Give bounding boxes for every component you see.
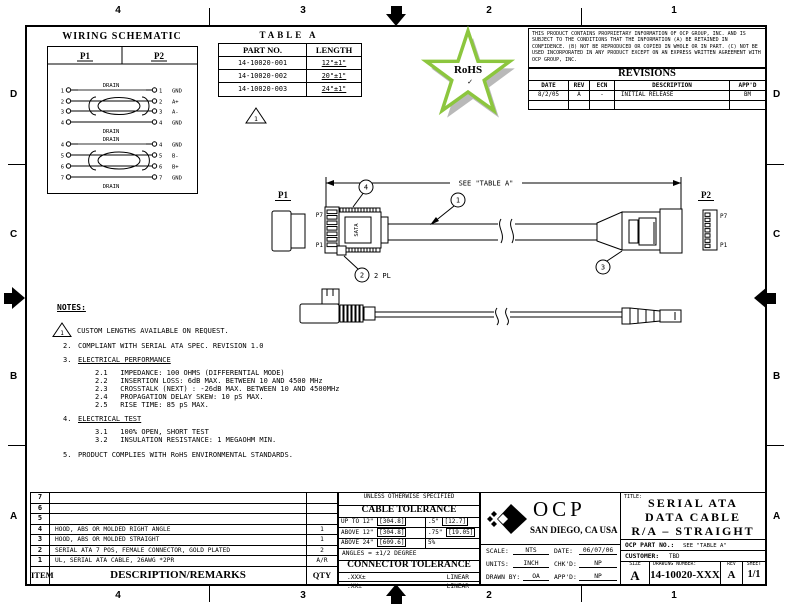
p1-connector-label: P1 [278,190,288,200]
parts-description: SERIAL ATA 7 POS, FEMALE CONNECTOR, GOLD PLATED [50,546,307,556]
parts-item-number: 6 [31,504,50,514]
note-3-sub-3: 2.3 CROSSTALK (NEXT) : -26dB MAX. BETWEEN 10 AND 4500MHz [95,385,340,393]
dimension-label: SEE "TABLE A" [458,179,514,188]
chkd-label: CHK'D: [554,561,577,568]
sata-marking: SATA [354,223,360,237]
svg-text:4: 4 [60,142,64,149]
cable-tol-value: .5" [12.7] [428,518,467,525]
units-label: UNITS: [486,561,509,568]
table-a-part: 14-10020-001 [219,57,307,69]
note-2-number: 2. [63,342,72,350]
cable-tol-range: ABOVE 12" [304.8] [339,528,426,538]
connector-tol-row: .XXX± LINEAR [339,573,479,582]
table-a-length: 24"±1" [321,85,347,93]
unless-otherwise-specified: UNLESS OTHERWISE SPECIFIED [339,493,479,506]
two-places-note: 2 PL [374,272,391,280]
note-3-number: 3. [63,356,72,364]
drawing-title-cell [621,493,765,540]
parts-list [30,492,338,586]
tick [8,445,25,446]
drawn-by-label: DRAWN BY: [486,574,521,581]
zone-right-C: C [773,229,781,240]
zone-top-1: 1 [671,5,677,16]
svg-text:DRAIN: DRAIN [102,184,120,190]
center-mark-bottom [391,596,402,604]
revision-date: 8/2/05 [529,91,569,100]
proprietary-note: THIS PRODUCT CONTAINS PROPRIETARY INFORMATION OF OCP GROUP, INC. AND IS SUBJECT TO THE CONDITIONS THAT THE INFORMATION (A) BE RETAINED IN CONFIDENCE. (B) NOT BE REPRODUCED OR COPIED IN WHOLE OR IN PART. (C) NOT BE USED INCORPORATED IN ANY PRODUCT EXCEPT ON AN EXPRESS WRITTEN AGREEMENT WITH OCP GROUP, INC. [528,28,766,68]
parts-item-number: 3 [31,535,50,545]
svg-text:3: 3 [600,263,606,272]
svg-text:GND: GND [172,175,182,182]
tick [581,8,582,25]
angles-tolerance: ANGLES = ±1/2 DEGREE [339,549,479,561]
parts-qty: A/R [316,557,328,564]
appd-label: APP'D: [554,574,577,581]
parts-qty: 1 [320,525,324,533]
zone-right-D: D [773,89,781,100]
note-4-heading: ELECTRICAL TEST [78,415,142,423]
parts-description: HOOD, ABS OR MOLDED STRAIGHT [50,535,307,545]
revision-rev: A [569,91,590,100]
balloon-3 [596,251,622,274]
svg-text:GND: GND [172,120,182,127]
p7-pin-label: P7 [720,213,728,220]
zone-right-B: B [773,371,781,382]
parts-qty: 2 [320,546,324,554]
cable-tol-range: ABOVE 24" [609.6] [339,539,426,549]
zone-left-C: C [10,229,18,240]
svg-text:6: 6 [159,164,163,171]
parts-item-number: 7 [31,493,50,503]
zone-left-D: D [10,89,18,100]
svg-text:4: 4 [159,120,163,127]
tick [209,8,210,25]
wiring-schematic-drawing [47,46,198,194]
svg-text:DRAIN: DRAIN [102,129,120,135]
svg-text:GND: GND [172,88,182,95]
rev-label: REV [727,562,736,567]
table-a-part: 14-10020-003 [219,83,307,96]
company-name: OCP [533,497,586,521]
note-4-sub-2: 3.2 INSULATION RESISTANCE: 1 MEGAOHM MIN. [95,436,277,444]
svg-text:B-: B- [172,153,179,160]
title-block [480,492,767,586]
note-4-number: 4. [63,415,72,423]
note-1-text: CUSTOM LENGTHS AVAILABLE ON REQUEST. [77,327,229,335]
title-label: TITLE: [624,494,643,500]
date-value: 06/07/06 [579,548,617,555]
svg-text:A-: A- [172,109,179,116]
revision-appd: BM [744,92,751,98]
note-3-sub-2: 2.2 INSERTION LOSS: 6dB MAX. BETWEEN 10 AND 4500 MHz [95,377,323,385]
customer-row [621,551,765,562]
table-a-col-length: LENGTH [315,45,353,55]
rev-value: A [727,569,736,581]
balloon-4 [353,180,373,207]
zone-bottom-2: 2 [486,590,492,601]
svg-text:1: 1 [159,88,163,95]
zone-bottom-4: 4 [115,590,121,601]
svg-text:4: 4 [159,142,163,149]
parts-item-number: 4 [31,525,50,535]
size-value: A [630,568,640,583]
center-arrow-left [12,287,25,309]
table-a [218,43,362,97]
p1-connector-side-view [272,211,305,251]
part-number-row [621,540,765,551]
revisions-block [528,68,766,110]
scale-value: NTS [513,548,549,555]
note-3-sub-5: 2.5 RISE TIME: 85 pS MAX. [95,401,209,409]
center-mark-right [767,293,776,304]
svg-text:6: 6 [60,164,64,171]
note-5-text: PRODUCT COMPLIES WITH RoHS ENVIRONMENTAL STANDARDS. [78,451,293,459]
p2-connector-front-view [703,210,717,250]
cable-tolerance-title: CABLE TOLERANCE [339,506,479,518]
schematic-pair-group-1 [61,83,182,135]
zone-bottom-1: 1 [671,590,677,601]
svg-text:3: 3 [60,109,64,116]
parts-description: UL, SERIAL ATA CABLE, 26AWG *2PR [50,556,307,566]
drawing-number-label: DRAWING NUMBER: [653,562,697,567]
number-row [621,562,765,585]
svg-text:1: 1 [455,196,461,205]
drawing-number-value: 14-10020-XXX [650,569,720,581]
parts-item-number: 2 [31,546,50,556]
revisions-col-desc: DESCRIPTION [615,81,730,90]
zone-right-A: A [773,511,781,522]
cable-tol-value: .75" [19.05] [428,528,474,536]
tick [209,586,210,602]
tolerance-block [338,492,480,590]
scale-date-cell [481,545,621,585]
drawing-title-line3: R/A – STRAIGHT [631,524,755,538]
zone-left-A: A [10,511,18,522]
rohs-check-mark: ✓ [467,77,473,86]
parts-description: HOOD, ABS OR MOLDED RIGHT ANGLE [50,525,307,535]
svg-text:3: 3 [159,109,163,116]
right-angle-connector-side-view [300,289,375,323]
sheet-label: SHEET [746,562,762,567]
svg-text:2: 2 [60,99,64,106]
right-angle-connector-front-view [325,207,388,255]
svg-text:4: 4 [60,120,64,127]
balloon-2 [344,256,391,282]
zone-left-B: B [10,371,18,382]
drawing-title-line1: SERIAL ATA [648,496,738,510]
table-a-title: TABLE A [259,30,319,40]
customer-value: TBD [669,553,680,560]
cable-tol-range: UP TO 12" [304.8] [339,518,426,528]
cable-assembly-drawing [260,165,760,340]
note-flag-triangle [52,322,72,338]
table-a-part: 14-10020-002 [219,70,307,82]
revision-ecn: - [590,91,615,100]
cable-lower-view [375,308,622,325]
svg-text:5: 5 [159,153,163,160]
schematic-p2-label: P2 [154,51,164,61]
scale-label: SCALE: [486,548,509,555]
drawing-title-line2: DATA CABLE [645,510,741,524]
connector-tolerance-title: CONNECTOR TOLERANCE [339,561,479,573]
table-a-length: 20"±1" [321,72,347,80]
tick [581,586,582,602]
parts-item-number: 1 [31,556,50,566]
flag-number: 1 [254,115,258,123]
straight-connector-side-view [597,209,682,253]
drawn-by-value: OA [523,574,549,581]
svg-text:7: 7 [60,175,64,182]
p1-pin-label: P1 [720,242,728,249]
zone-top-4: 4 [115,5,121,16]
svg-text:5: 5 [60,153,64,160]
flag-number: 1 [60,330,64,337]
p1-pin-label: P1 [315,242,323,249]
note-5-number: 5. [63,451,72,459]
customer-label: CUSTOMER: [625,553,660,560]
svg-text:2: 2 [159,99,163,106]
connector-tol-row: .XX± LINEAR [347,582,469,590]
table-a-flag-triangle [245,107,267,125]
svg-text:DRAIN: DRAIN [102,137,120,143]
part-number-value: SEE "TABLE A" [683,542,727,549]
table-a-col-part: PART NO. [219,44,307,56]
chkd-value: NP [579,561,617,568]
svg-text:DRAIN: DRAIN [102,83,120,89]
size-label: SIZE [629,562,641,567]
note-2-text: COMPLIANT WITH SERIAL ATA SPEC. REVISION 1.0 [78,342,264,350]
revision-desc: INITIAL RELEASE [615,91,730,100]
part-number-label: OCP PART NO.: [625,542,675,549]
wiring-schematic-title: WIRING SCHEMATIC [62,31,182,42]
balloon-1 [430,193,465,225]
date-label: DATE: [554,548,573,555]
svg-text:B+: B+ [172,164,179,171]
svg-text:2: 2 [359,271,365,280]
cable-tol-value: 5% [428,539,436,546]
appd-value: NP [579,574,617,581]
sheet-value: 1/1 [747,569,761,580]
p2-connector-label: P2 [701,190,711,200]
note-3-heading: ELECTRICAL PERFORMANCE [78,356,171,364]
parts-col-qty: QTY [312,569,332,580]
svg-text:4: 4 [363,183,369,192]
parts-col-item: ITEM [31,567,50,584]
svg-text:GND: GND [172,142,182,149]
straight-connector-lower-side-view [622,308,681,324]
zone-bottom-3: 3 [300,590,306,601]
tick [767,445,784,446]
schematic-p1-label: P1 [80,51,90,61]
parts-item-number: 5 [31,514,50,524]
revision-empty-row [529,101,765,109]
revisions-col-ecn: ECN [590,81,615,90]
rohs-label: RoHS [453,64,483,76]
parts-col-description: DESCRIPTION/REMARKS [50,567,307,584]
schematic-pair-group-2 [61,137,182,190]
tick [767,164,784,165]
svg-text:1: 1 [60,88,64,95]
company-city: SAN DIEGO, CA USA [530,525,618,535]
parts-qty: 1 [320,536,324,543]
tick [8,164,25,165]
zone-top-2: 2 [486,5,492,16]
rohs-star-icon [410,25,530,125]
svg-text:7: 7 [159,175,163,182]
zone-top-3: 3 [300,5,306,16]
ocp-logo-icon [489,502,527,536]
revisions-col-appd: APP'D [738,82,757,89]
company-cell [481,493,621,545]
cable-upper-view [388,219,597,243]
units-value: INCH [513,561,549,568]
center-arrow-top [386,14,406,26]
revisions-col-rev: REV [569,81,590,90]
notes-heading: NOTES: [57,303,86,312]
revisions-title: REVISIONS [529,69,765,81]
svg-text:A+: A+ [172,99,179,106]
table-a-length: 12"±1" [321,59,347,67]
revisions-col-date: DATE [529,81,569,90]
note-3-sub-4: 2.4 PROPAGATION DELAY SKEW: 10 pS MAX. [95,393,264,401]
note-4-sub-1: 3.1 100% OPEN, SHORT TEST [95,428,209,436]
p7-pin-label: P7 [315,212,323,219]
note-3-sub-1: 2.1 IMPEDANCE: 100 OHMS (DIFFERENTIAL MODE) [95,369,285,377]
